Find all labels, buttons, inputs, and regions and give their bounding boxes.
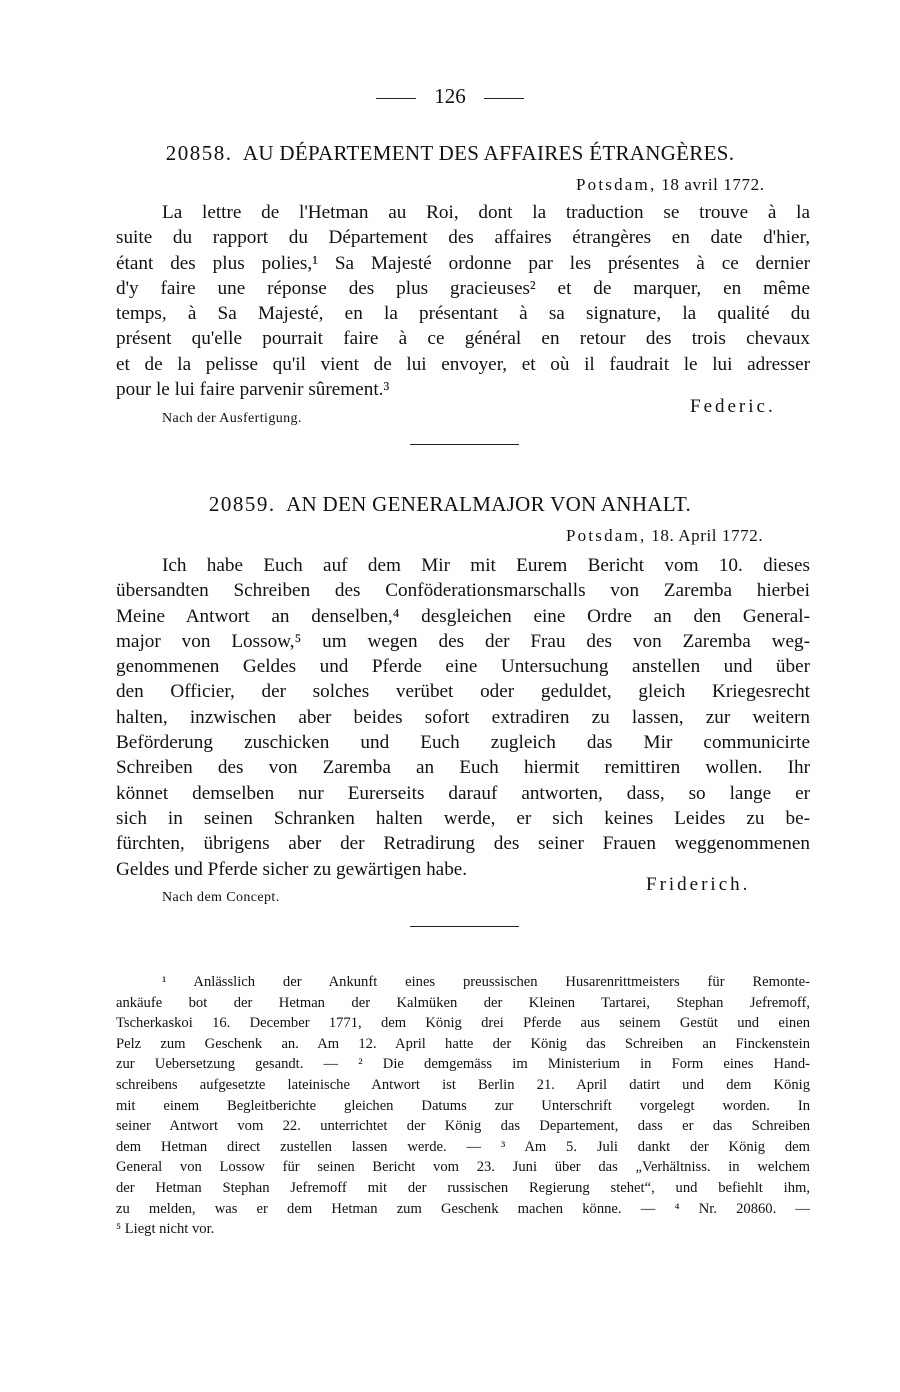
letter-2-line: Beförderung zuschicken und Euch zugleich das Mir communicirte <box>116 732 810 754</box>
letter-2-source: Nach dem Concept. <box>162 890 280 905</box>
letter-1-source: Nach der Ausfertigung. <box>162 411 302 426</box>
letter-1-line: et de la pelisse qu'il vient de lui envoyer, et où il faudrait le lui adresser <box>116 353 810 375</box>
footnote-line: schreibens aufgesetzte lateinische Antwort ist Berlin 21. April datirt und dem König <box>116 1076 810 1093</box>
footnote-line: zu melden, was er dem Hetman zum Geschenk machen könne. — ⁴ Nr. 20860. — <box>116 1200 810 1217</box>
letter-1-line: La lettre de l'Hetman au Roi, dont la traduction se trouve à la <box>162 202 810 223</box>
section-divider <box>410 444 519 445</box>
footnote-line: mit einem Begleitberichte gleichen Datums zur Unterschrift vorgelegt worden. In <box>116 1097 810 1114</box>
letter-2-line: major von Lossow,⁵ um wegen des der Frau des von Zaremba weg- <box>116 630 810 652</box>
letter-1-line: étant des plus polies,¹ Sa Majesté ordonne par les présentes à ce dernier <box>116 252 810 274</box>
letter-2-line: Ich habe Euch auf dem Mir mit Eurem Bericht vom 10. dieses <box>162 555 810 576</box>
footnote-line: dem Hetman direct zustellen lassen werde. — ³ Am 5. Juli dankt der König dem <box>116 1138 810 1155</box>
page-number: 126 <box>434 84 466 108</box>
footnote-line: ankäufe bot der Hetman der Kalmüken der Kleinen Tartarei, Stephan Jefremoff, <box>116 994 810 1011</box>
letter-2-dateline <box>566 526 763 546</box>
page-number-line <box>0 84 900 109</box>
letter-1-line: suite du rapport du Département des affaires étrangères en date d'hier, <box>116 227 810 249</box>
footnote-line: zur Uebersetzung gesandt. — ² Die demgemäss im Ministerium in Form eines Hand- <box>116 1056 810 1073</box>
footnote-line: ¹ Anlässlich der Ankunft eines preussischen Husarenrittmeisters für Remonte- <box>162 974 810 990</box>
letter-1-line: pour le lui faire parvenir sûrement.³ <box>116 379 390 401</box>
letter-2-line: Meine Antwort an denselben,⁴ desgleichen eine Ordre an den General- <box>116 605 810 627</box>
footnote-line: der Hetman Stephan Jefremoff mit der russischen Regierung stehet“, und befiehlt ihm, <box>116 1179 810 1196</box>
letter-2-line: fürchten, übrigens aber der Retradirung des seiner Frauen weggenommenen <box>116 833 810 855</box>
letter-1-place: Potsdam, <box>576 175 657 194</box>
page-number-dash-left <box>376 98 416 99</box>
letter-1-heading <box>0 141 900 166</box>
letter-1-number: 20858. <box>165 141 233 165</box>
footnote-line: seiner Antwort vom 22. unterrichtet der König das Departement, dass er das Schreiben <box>116 1118 810 1135</box>
footnote-line: General von Lossow für seinen Bericht vom 23. Juni über das „Verhältniss. in welchem <box>116 1159 810 1176</box>
letter-2-line: Schreiben des von Zaremba an Euch hiermit remittiren wollen. Ihr <box>116 757 810 779</box>
letter-1-dateline <box>576 175 765 195</box>
letter-2-line: halten, inzwischen aber beides sofort extradiren zu lassen, zur weitern <box>116 706 810 728</box>
letter-2-place: Potsdam, <box>566 526 647 545</box>
letter-1-line: présent qu'elle pourrait faire à ce général en retour des trois chevaux <box>116 328 810 350</box>
page-number-dash-right <box>484 98 524 99</box>
letter-2-title: AN DEN GENERALMAJOR VON ANHALT. <box>286 492 692 516</box>
letter-2-line: genommenen Geldes und Pferde eine Untersuchung anstellen und über <box>116 656 810 678</box>
footnote-line: ⁵ Liegt nicht vor. <box>116 1221 215 1238</box>
footnote-line: Pelz zum Geschenk an. Am 12. April hatte der König das Schreiben an Finckenstein <box>116 1035 810 1052</box>
letter-2-signature: Friderich. <box>646 874 751 895</box>
letter-1-line: d'y faire une réponse des plus gracieuses² et de marquer, en même <box>116 277 810 299</box>
letter-2-line: den Officier, der solches verübet oder geduldet, gleich Kriegesrecht <box>116 681 810 703</box>
letter-2-heading <box>0 492 900 517</box>
letter-1-line: temps, à Sa Majesté, en la présentant à sa signature, la qualité du <box>116 303 810 325</box>
letter-2-line: sich in seinen Schranken halten werde, er sich keines Leides zu be- <box>116 807 810 829</box>
letter-2-line: Geldes und Pferde sicher zu gewärtigen habe. <box>116 858 468 880</box>
letter-2-date: 18. April 1772. <box>651 526 764 545</box>
footnote-line: Tscherkaskoi 16. December 1771, dem König drei Pferde aus seinem Gestüt und einen <box>116 1015 810 1032</box>
letter-1-title: AU DÉPARTEMENT DES AFFAIRES ÉTRANGÈRES. <box>242 141 735 165</box>
section-divider <box>410 926 519 927</box>
letter-2-line: könnet demselben nur Eurerseits darauf antworten, dass, so lange er <box>116 782 810 804</box>
footnotes <box>116 972 810 1240</box>
letter-1-body <box>116 200 810 402</box>
letter-1-signature: Federic. <box>690 396 776 417</box>
letter-2-line: übersandten Schreiben des Conföderationsmarschalls von Zaremba hierbei <box>116 580 810 602</box>
letter-2-body <box>116 553 810 882</box>
letter-2-number: 20859. <box>208 492 276 516</box>
letter-1-date: 18 avril 1772. <box>661 175 765 194</box>
